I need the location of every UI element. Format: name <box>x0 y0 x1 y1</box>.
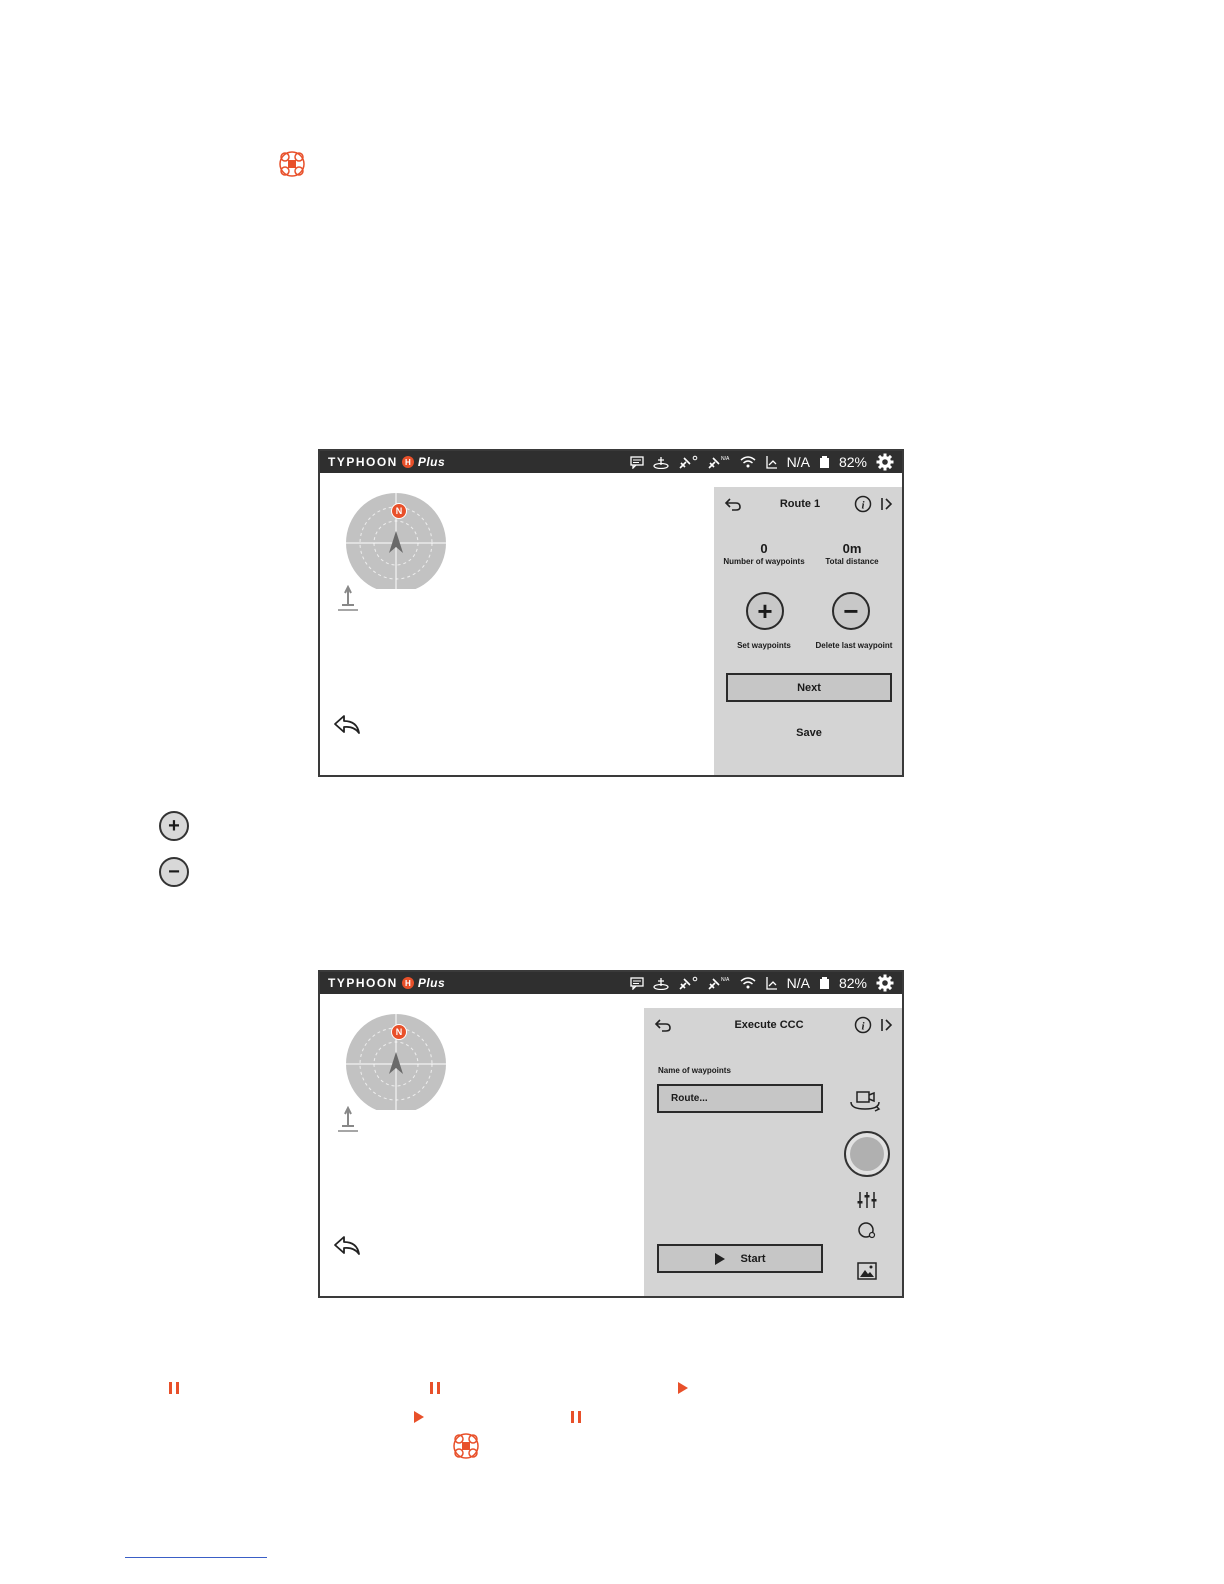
waypoints-count: 0 <box>760 541 768 556</box>
top-bar <box>320 451 902 473</box>
gallery-icon[interactable] <box>857 1262 877 1280</box>
waypoint-name-label: Name of waypoints <box>658 1066 731 1075</box>
gear-icon[interactable] <box>876 974 894 992</box>
panel-title: Route 1 <box>779 498 821 510</box>
play-icon <box>714 1253 726 1265</box>
route-panel <box>714 487 904 777</box>
status-bar <box>630 453 894 471</box>
battery-icon <box>819 976 830 990</box>
signal-value: N/A <box>786 975 810 991</box>
delete-waypoint-label: Delete last waypoint <box>815 641 893 650</box>
play-icon <box>413 1410 425 1424</box>
set-waypoint-button[interactable]: + <box>746 592 784 630</box>
status-bar <box>630 974 894 992</box>
brand-logo: TYPHOON H Plus <box>328 455 446 469</box>
back-arrow-icon[interactable] <box>332 1234 362 1258</box>
brand-logo: TYPHOON H Plus <box>328 976 446 990</box>
gear-icon[interactable] <box>876 453 894 471</box>
pause-icon <box>570 1410 582 1424</box>
signal-icon[interactable] <box>765 455 778 469</box>
compass <box>344 485 448 589</box>
route-select[interactable]: Route... <box>657 1084 823 1113</box>
signal-icon[interactable] <box>765 976 778 990</box>
satellite-icon[interactable] <box>678 976 698 991</box>
svg-text:i: i <box>861 499 865 512</box>
svg-text:N/A: N/A <box>720 455 729 462</box>
compass-north-marker: N <box>391 1024 407 1040</box>
aircraft-status-icon[interactable] <box>653 976 669 990</box>
signal-value: N/A <box>786 454 810 470</box>
link-underline <box>125 1557 267 1558</box>
battery-percent: 82% <box>838 975 867 991</box>
delete-waypoint-button[interactable]: − <box>832 592 870 630</box>
waypoints-count-label: Number of waypoints <box>723 557 805 566</box>
info-icon[interactable] <box>854 495 872 513</box>
total-distance-label: Total distance <box>825 557 879 566</box>
camera-settings-icon[interactable] <box>856 1191 878 1209</box>
svg-text:i: i <box>861 1020 865 1033</box>
next-button[interactable]: Next <box>726 673 892 702</box>
altitude-icon <box>336 1106 360 1134</box>
route-screen <box>318 449 904 777</box>
pause-icon <box>429 1381 441 1395</box>
play-icon <box>677 1381 689 1395</box>
compass-north-marker: N <box>391 503 407 519</box>
minus-legend-icon: − <box>159 857 189 887</box>
collapse-panel-icon[interactable] <box>880 1018 894 1032</box>
drone-icon <box>452 1432 480 1465</box>
return-icon[interactable] <box>654 1018 672 1032</box>
execute-screen <box>318 970 904 1298</box>
total-distance: 0m <box>842 541 862 556</box>
satellite-na-icon[interactable] <box>707 455 731 470</box>
satellite-na-icon[interactable] <box>707 976 731 991</box>
set-waypoints-label: Set waypoints <box>737 641 791 650</box>
message-icon[interactable] <box>630 977 644 990</box>
wifi-icon[interactable] <box>740 977 756 989</box>
info-icon[interactable] <box>854 1016 872 1034</box>
message-icon[interactable] <box>630 456 644 469</box>
gimbal-reset-icon[interactable] <box>856 1220 876 1240</box>
start-button[interactable]: Start <box>657 1244 823 1273</box>
collapse-panel-icon[interactable] <box>880 497 894 511</box>
battery-icon <box>819 455 830 469</box>
svg-text:N/A: N/A <box>720 976 729 983</box>
save-button[interactable]: Save <box>796 727 822 739</box>
aircraft-status-icon[interactable] <box>653 455 669 469</box>
plus-legend-icon: + <box>159 811 189 841</box>
camera-switch-icon[interactable] <box>848 1090 882 1112</box>
battery-percent: 82% <box>838 454 867 470</box>
drone-icon <box>278 150 306 183</box>
panel-title: Execute CCC <box>734 1019 804 1031</box>
wifi-icon[interactable] <box>740 456 756 468</box>
altitude-icon <box>336 585 360 613</box>
back-arrow-icon[interactable] <box>332 713 362 737</box>
execute-panel <box>644 1008 904 1298</box>
shutter-button[interactable] <box>844 1131 890 1177</box>
compass <box>344 1006 448 1110</box>
satellite-icon[interactable] <box>678 455 698 470</box>
pause-icon <box>168 1381 180 1395</box>
top-bar <box>320 972 902 994</box>
